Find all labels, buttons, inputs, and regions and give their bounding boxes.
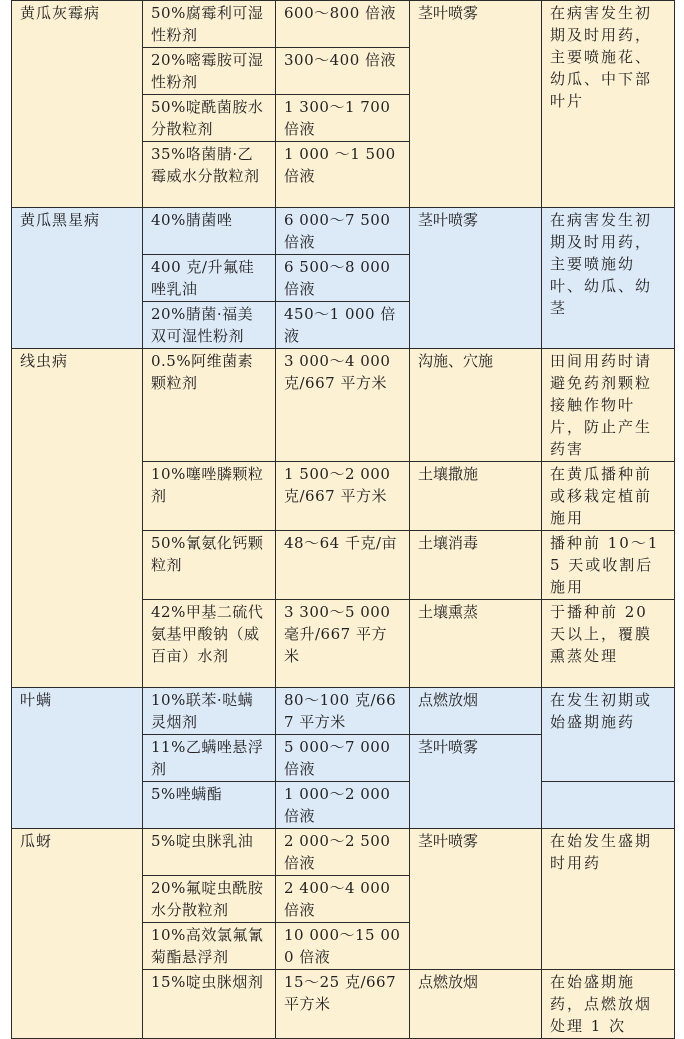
pesticide-cell: 15%啶虫脒烟剂 (143, 970, 276, 1039)
pesticide-cell: 11%乙螨唑悬浮剂 (143, 735, 276, 782)
note-cell: 在病害发生初期及时用药，主要喷施花、幼瓜、中下部叶片 (542, 1, 675, 208)
dosage-cell: 3 300～5 000 毫升/667 平方米 (276, 600, 410, 688)
pesticide-cell: 5%唑螨酯 (143, 782, 276, 829)
note-cell: 在发生初期或始盛期施药 (542, 688, 675, 782)
pesticide-cell: 50%啶酰菌胺水分散粒剂 (143, 95, 276, 142)
dosage-cell: 5 000～7 000 倍液 (276, 735, 410, 782)
table-row (12, 688, 675, 735)
pesticide-cell: 10%噻唑膦颗粒剂 (143, 462, 276, 531)
pesticide-cell: 40%腈菌唑 (143, 208, 276, 255)
method-cell: 茎叶喷雾 (410, 735, 542, 829)
method-cell: 点燃放烟 (410, 970, 542, 1039)
method-cell: 茎叶喷雾 (410, 208, 542, 349)
dosage-cell: 1 000～2 000 倍液 (276, 782, 410, 829)
method-cell: 土壤熏蒸 (410, 600, 542, 688)
dosage-cell: 10 000～15 000 倍液 (276, 923, 410, 970)
note-cell: 于播种前 20 天以上，覆膜熏蒸处理 (542, 600, 675, 688)
dosage-cell: 300～400 倍液 (276, 48, 410, 95)
pesticide-cell: 42%甲基二硫代氨基甲酸钠（威百亩）水剂 (143, 600, 276, 688)
note-cell: 田间用药时请避免药剂颗粒接触作物叶片，防止产生药害 (542, 349, 675, 462)
dosage-cell: 2 400～4 000 倍液 (276, 876, 410, 923)
note-cell (542, 782, 675, 829)
method-cell: 茎叶喷雾 (410, 829, 542, 970)
dosage-cell: 48～64 千克/亩 (276, 531, 410, 600)
pesticide-cell: 35%咯菌腈·乙霉威水分散粒剂 (143, 142, 276, 208)
note-cell: 播种前 10～15 天或收割后施用 (542, 531, 675, 600)
dosage-cell: 1 500～2 000 克/667 平方米 (276, 462, 410, 531)
table-row (12, 349, 675, 462)
pesticide-cell: 400 克/升氟硅唑乳油 (143, 255, 276, 302)
pesticide-cell: 20%氟啶虫酰胺水分散粒剂 (143, 876, 276, 923)
method-cell: 点燃放烟 (410, 688, 542, 735)
method-cell: 土壤消毒 (410, 531, 542, 600)
note-cell: 在始盛期施药，点燃放烟处理 1 次 (542, 970, 675, 1039)
dosage-cell: 3 000～4 000 克/667 平方米 (276, 349, 410, 462)
dosage-cell: 6 500～8 000 倍液 (276, 255, 410, 302)
pesticide-cell: 5%啶虫脒乳油 (143, 829, 276, 876)
method-cell: 沟施、穴施 (410, 349, 542, 462)
pesticide-cell: 20%嘧霉胺可湿性粉剂 (143, 48, 276, 95)
dosage-cell: 600～800 倍液 (276, 1, 410, 48)
pesticide-cell: 0.5%阿维菌素颗粒剂 (143, 349, 276, 462)
dosage-cell: 6 000～7 500 倍液 (276, 208, 410, 255)
pesticide-cell: 10%联苯·哒螨灵烟剂 (143, 688, 276, 735)
dosage-cell: 1 000 ～1 500 倍液 (276, 142, 410, 208)
dosage-cell: 450～1 000 倍液 (276, 302, 410, 349)
pest-cell: 叶螨 (12, 688, 143, 829)
table-row (12, 1, 675, 48)
pesticide-cell: 10%高效氯氟氰菊酯悬浮剂 (143, 923, 276, 970)
note-cell: 在病害发生初期及时用药，主要喷施幼叶、幼瓜、幼茎 (542, 208, 675, 349)
dosage-cell: 1 300～1 700 倍液 (276, 95, 410, 142)
method-cell: 茎叶喷雾 (410, 1, 542, 208)
method-cell: 土壤撒施 (410, 462, 542, 531)
pesticide-cell: 20%腈菌·福美双可湿性粉剂 (143, 302, 276, 349)
pest-cell: 黄瓜灰霉病 (12, 1, 143, 208)
pest-cell: 瓜蚜 (12, 829, 143, 1039)
dosage-cell: 15～25 克/667 平方米 (276, 970, 410, 1039)
pest-cell: 线虫病 (12, 349, 143, 688)
pest-cell: 黄瓜黑星病 (12, 208, 143, 349)
pesticide-cell: 50%氰氨化钙颗粒剂 (143, 531, 276, 600)
note-cell: 在始发生盛期时用药 (542, 829, 675, 970)
table-row (12, 829, 675, 876)
dosage-cell: 80～100 克/667 平方米 (276, 688, 410, 735)
table-row (12, 208, 675, 255)
note-cell: 在黄瓜播种前或移栽定植前施用 (542, 462, 675, 531)
dosage-cell: 2 000～2 500 倍液 (276, 829, 410, 876)
pesticide-table (11, 0, 675, 1039)
pesticide-cell: 50%腐霉利可湿性粉剂 (143, 1, 276, 48)
